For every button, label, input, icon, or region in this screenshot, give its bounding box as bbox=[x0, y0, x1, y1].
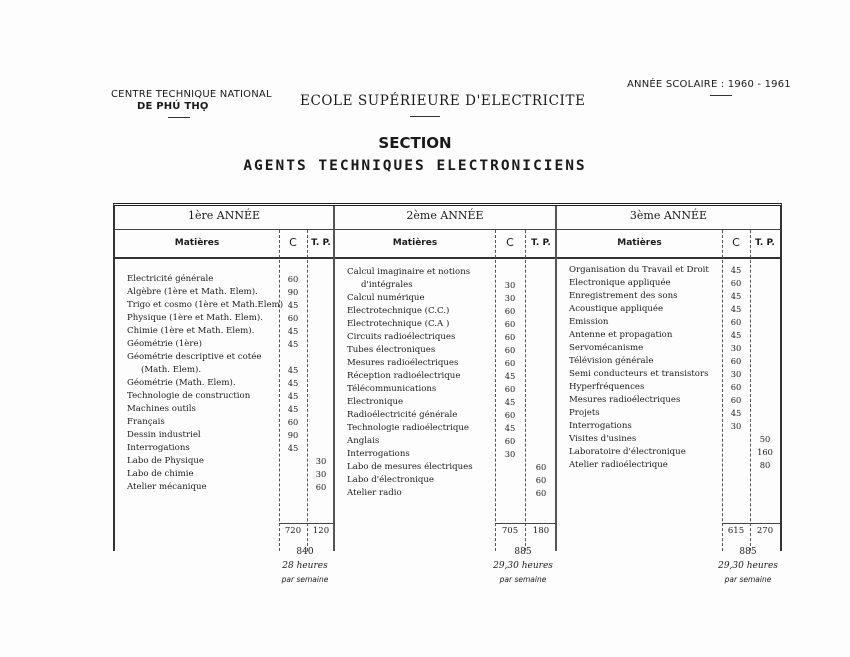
table-row bbox=[335, 396, 555, 409]
table-row bbox=[335, 331, 555, 344]
tp-header: T. P. bbox=[311, 238, 331, 248]
table-row bbox=[557, 459, 780, 472]
course-hours: 60 bbox=[504, 410, 516, 420]
course-hours: 45 bbox=[287, 378, 299, 388]
table-row bbox=[335, 318, 555, 331]
year-panel-1 bbox=[115, 206, 335, 551]
year-title: 1ère ANNÉE bbox=[115, 209, 333, 230]
course-hours: 45 bbox=[287, 365, 299, 375]
column-headers bbox=[335, 230, 555, 259]
subject-name: Technologie radioélectrique bbox=[347, 423, 470, 433]
subject-name: Servomécanisme bbox=[569, 343, 644, 353]
subject-name: Antenne et propagation bbox=[569, 330, 673, 340]
subject-name: Mesures radioélectriques bbox=[569, 395, 681, 405]
subject-name: Labo de Physique bbox=[127, 456, 205, 466]
subject-name: Electrotechnique (C.A ) bbox=[347, 319, 450, 329]
table-row bbox=[335, 292, 555, 305]
total-line bbox=[722, 523, 780, 525]
course-hours: 45 bbox=[730, 291, 742, 301]
subject-name: Géométrie (1ère) bbox=[127, 339, 202, 349]
subject-name: Anglais bbox=[347, 436, 380, 446]
table-row bbox=[115, 416, 333, 429]
course-hours: 90 bbox=[287, 287, 299, 297]
tp-hours: 60 bbox=[535, 462, 547, 472]
subjects-header: Matières bbox=[392, 238, 438, 248]
table-row bbox=[557, 329, 780, 342]
subject-name: Electronique bbox=[347, 397, 404, 407]
subject-name: (Math. Elem). bbox=[141, 365, 202, 375]
course-hours: 45 bbox=[730, 304, 742, 314]
subject-name: Electricité générale bbox=[127, 274, 214, 284]
subject-name: Projets bbox=[569, 408, 600, 418]
divider bbox=[410, 116, 440, 117]
divider bbox=[710, 95, 732, 96]
table-row bbox=[335, 344, 555, 357]
course-hours: 45 bbox=[287, 339, 299, 349]
subject-list bbox=[115, 273, 333, 494]
table-row bbox=[335, 383, 555, 396]
course-hours: 30 bbox=[504, 449, 516, 459]
table-row bbox=[335, 461, 555, 474]
school-title: ECOLE SUPÉRIEURE D'ELECTRICITE bbox=[300, 93, 586, 109]
subject-name: Dessin industriel bbox=[127, 430, 201, 440]
total-c: 615 bbox=[727, 526, 745, 536]
table-row bbox=[115, 338, 333, 351]
tp-hours: 30 bbox=[315, 469, 327, 479]
course-hours: 60 bbox=[730, 278, 742, 288]
total-tp: 270 bbox=[756, 526, 774, 536]
subject-name: Français bbox=[127, 417, 165, 427]
table-row bbox=[335, 409, 555, 422]
subject-name: Interrogations bbox=[569, 421, 632, 431]
table-row bbox=[557, 290, 780, 303]
tp-hours: 60 bbox=[535, 475, 547, 485]
subject-name: Labo de chimie bbox=[127, 469, 194, 479]
course-hours: 30 bbox=[730, 343, 742, 353]
table-row bbox=[335, 435, 555, 448]
table-row bbox=[115, 403, 333, 416]
course-hours: 45 bbox=[287, 300, 299, 310]
table-row bbox=[115, 299, 333, 312]
section-name: AGENTS TECHNIQUES ELECTRONICIENS bbox=[243, 158, 587, 174]
institution-line1: CENTRE TECHNIQUE NATIONAL bbox=[111, 89, 272, 100]
course-hours: 45 bbox=[504, 397, 516, 407]
subject-name: Atelier radio bbox=[347, 488, 402, 498]
course-hours: 60 bbox=[730, 395, 742, 405]
table-row bbox=[557, 342, 780, 355]
grand-total: 840 bbox=[296, 547, 314, 557]
subject-name: Labo d'électronique bbox=[347, 475, 434, 485]
table-row bbox=[335, 474, 555, 487]
per-week: par semaine bbox=[281, 575, 329, 584]
course-hours: 45 bbox=[730, 265, 742, 275]
course-hours: 45 bbox=[504, 423, 516, 433]
year-panel-3 bbox=[557, 206, 780, 551]
course-hours: 30 bbox=[504, 293, 516, 303]
table-row bbox=[115, 364, 333, 377]
subject-name: Visites d'usines bbox=[569, 434, 637, 444]
subject-name: Trigo et cosmo (1ère et Math.Elem) bbox=[127, 300, 284, 310]
table-row bbox=[557, 446, 780, 459]
subject-name: Géométrie descriptive et cotée bbox=[127, 352, 262, 362]
subject-name: Interrogations bbox=[127, 443, 190, 453]
year-panel-2 bbox=[335, 206, 557, 551]
tp-hours: 80 bbox=[759, 460, 771, 470]
table-row bbox=[115, 377, 333, 390]
table-row bbox=[335, 279, 555, 292]
tp-hours: 60 bbox=[535, 488, 547, 498]
table-row bbox=[557, 433, 780, 446]
subject-name: Labo de mesures électriques bbox=[347, 462, 473, 472]
subject-name: Calcul imaginaire et notions bbox=[347, 267, 471, 277]
table-row bbox=[115, 325, 333, 338]
subject-name: Circuits radioélectriques bbox=[347, 332, 456, 342]
tp-hours: 60 bbox=[315, 482, 327, 492]
subjects-header: Matières bbox=[617, 238, 662, 248]
subject-name: Télévision générale bbox=[569, 356, 654, 366]
table-row bbox=[115, 442, 333, 455]
course-hours: 60 bbox=[504, 436, 516, 446]
subject-name: Hyperfréquences bbox=[569, 382, 645, 392]
table-row bbox=[557, 355, 780, 368]
course-hours: 30 bbox=[504, 280, 516, 290]
tp-hours: 50 bbox=[759, 434, 771, 444]
table-row bbox=[557, 303, 780, 316]
subject-name: Géométrie (Math. Elem). bbox=[127, 378, 236, 388]
course-hours: 60 bbox=[504, 384, 516, 394]
table-row bbox=[115, 286, 333, 299]
curriculum-table bbox=[113, 203, 782, 551]
subject-name: Enregistrement des sons bbox=[569, 291, 678, 301]
table-row bbox=[335, 266, 555, 279]
subject-name: Réception radioélectrique bbox=[347, 371, 461, 381]
school-year: ANNÉE SCOLAIRE : 1960 - 1961 bbox=[627, 79, 791, 90]
total-c: 705 bbox=[501, 526, 519, 536]
subject-name: Radioélectricité générale bbox=[347, 410, 458, 420]
table-row bbox=[335, 357, 555, 370]
subject-name: Semi conducteurs et transistors bbox=[569, 369, 709, 379]
year-title: 2ème ANNÉE bbox=[335, 209, 555, 230]
table-row bbox=[115, 273, 333, 286]
table-row bbox=[335, 422, 555, 435]
table-row bbox=[557, 394, 780, 407]
c-header: C bbox=[506, 236, 514, 249]
course-hours: 90 bbox=[287, 430, 299, 440]
course-hours: 45 bbox=[730, 330, 742, 340]
subject-name: Acoustique appliquée bbox=[569, 304, 664, 314]
subject-name: Atelier mécanique bbox=[127, 482, 207, 492]
course-hours: 45 bbox=[504, 371, 516, 381]
subject-name: Calcul numérique bbox=[347, 293, 425, 303]
subject-name: Technologie de construction bbox=[127, 391, 251, 401]
table-row bbox=[115, 429, 333, 442]
subject-name: Tubes électroniques bbox=[347, 345, 436, 355]
table-row bbox=[557, 407, 780, 420]
subject-name: Interrogations bbox=[347, 449, 410, 459]
subject-name: d'intégrales bbox=[361, 280, 413, 290]
total-tp: 180 bbox=[532, 526, 550, 536]
course-hours: 60 bbox=[287, 313, 299, 323]
course-hours: 30 bbox=[730, 421, 742, 431]
course-hours: 60 bbox=[730, 317, 742, 327]
course-hours: 60 bbox=[730, 356, 742, 366]
table-row bbox=[335, 370, 555, 383]
course-hours: 45 bbox=[287, 404, 299, 414]
table-row bbox=[557, 368, 780, 381]
course-hours: 60 bbox=[504, 332, 516, 342]
course-hours: 45 bbox=[287, 443, 299, 453]
course-hours: 60 bbox=[504, 319, 516, 329]
subject-name: Machines outils bbox=[127, 404, 196, 414]
year-title: 3ème ANNÉE bbox=[557, 209, 780, 230]
tp-header: T. P. bbox=[531, 238, 551, 248]
subject-name: Organisation du Travail et Droit bbox=[569, 265, 709, 275]
subject-name: Physique (1ère et Math. Elem). bbox=[127, 313, 264, 323]
table-row bbox=[557, 316, 780, 329]
weekly-hours: 28 heures bbox=[282, 561, 328, 571]
table-row bbox=[557, 277, 780, 290]
total-line bbox=[495, 523, 557, 525]
subject-name: Mesures radioélectriques bbox=[347, 358, 459, 368]
tp-header: T. P. bbox=[755, 238, 775, 248]
per-week: par semaine bbox=[724, 575, 772, 584]
total-c: 720 bbox=[284, 526, 302, 536]
grand-total: 885 bbox=[514, 547, 532, 557]
subject-list bbox=[557, 264, 780, 472]
subjects-header: Matières bbox=[174, 238, 220, 248]
divider bbox=[168, 117, 190, 118]
total-line bbox=[279, 523, 335, 525]
table-row bbox=[335, 487, 555, 500]
course-hours: 60 bbox=[504, 306, 516, 316]
table-row bbox=[557, 381, 780, 394]
course-hours: 60 bbox=[730, 382, 742, 392]
tp-hours: 160 bbox=[757, 447, 773, 457]
course-hours: 45 bbox=[730, 408, 742, 418]
course-hours: 60 bbox=[287, 417, 299, 427]
table-row bbox=[335, 305, 555, 318]
table-row bbox=[115, 390, 333, 403]
course-hours: 45 bbox=[287, 326, 299, 336]
table-row bbox=[115, 312, 333, 325]
subject-name: Electronique appliquée bbox=[569, 278, 671, 288]
section-label: SECTION bbox=[378, 134, 452, 152]
per-week: par semaine bbox=[499, 575, 547, 584]
institution-line2: DE PHÚ THỌ bbox=[137, 101, 209, 112]
subject-name: Atelier radioélectrique bbox=[569, 460, 668, 470]
table-row bbox=[557, 420, 780, 433]
table-row bbox=[115, 481, 333, 494]
subject-name: Emission bbox=[569, 317, 609, 327]
total-tp: 120 bbox=[312, 526, 330, 536]
tp-hours: 30 bbox=[315, 456, 327, 466]
subject-name: Laboratoire d'électronique bbox=[569, 447, 686, 457]
subject-name: Télécommunications bbox=[347, 384, 437, 394]
subject-name: Algèbre (1ère et Math. Elem). bbox=[127, 287, 258, 297]
grand-total: 885 bbox=[739, 547, 757, 557]
column-headers bbox=[115, 230, 333, 259]
table-row bbox=[115, 468, 333, 481]
weekly-hours: 29,30 heures bbox=[718, 561, 778, 571]
c-header: C bbox=[289, 236, 297, 249]
column-headers bbox=[557, 230, 780, 259]
c-header: C bbox=[732, 236, 740, 249]
course-hours: 60 bbox=[287, 274, 299, 284]
subject-name: Chimie (1ère et Math. Elem). bbox=[127, 326, 255, 336]
course-hours: 60 bbox=[504, 345, 516, 355]
course-hours: 30 bbox=[730, 369, 742, 379]
course-hours: 60 bbox=[504, 358, 516, 368]
table-row bbox=[335, 448, 555, 461]
table-row bbox=[115, 455, 333, 468]
course-hours: 45 bbox=[287, 391, 299, 401]
table-row bbox=[557, 264, 780, 277]
table-row bbox=[115, 351, 333, 364]
weekly-hours: 29,30 heures bbox=[493, 561, 553, 571]
subject-list bbox=[335, 266, 555, 500]
subject-name: Electrotechnique (C.C.) bbox=[347, 306, 450, 316]
